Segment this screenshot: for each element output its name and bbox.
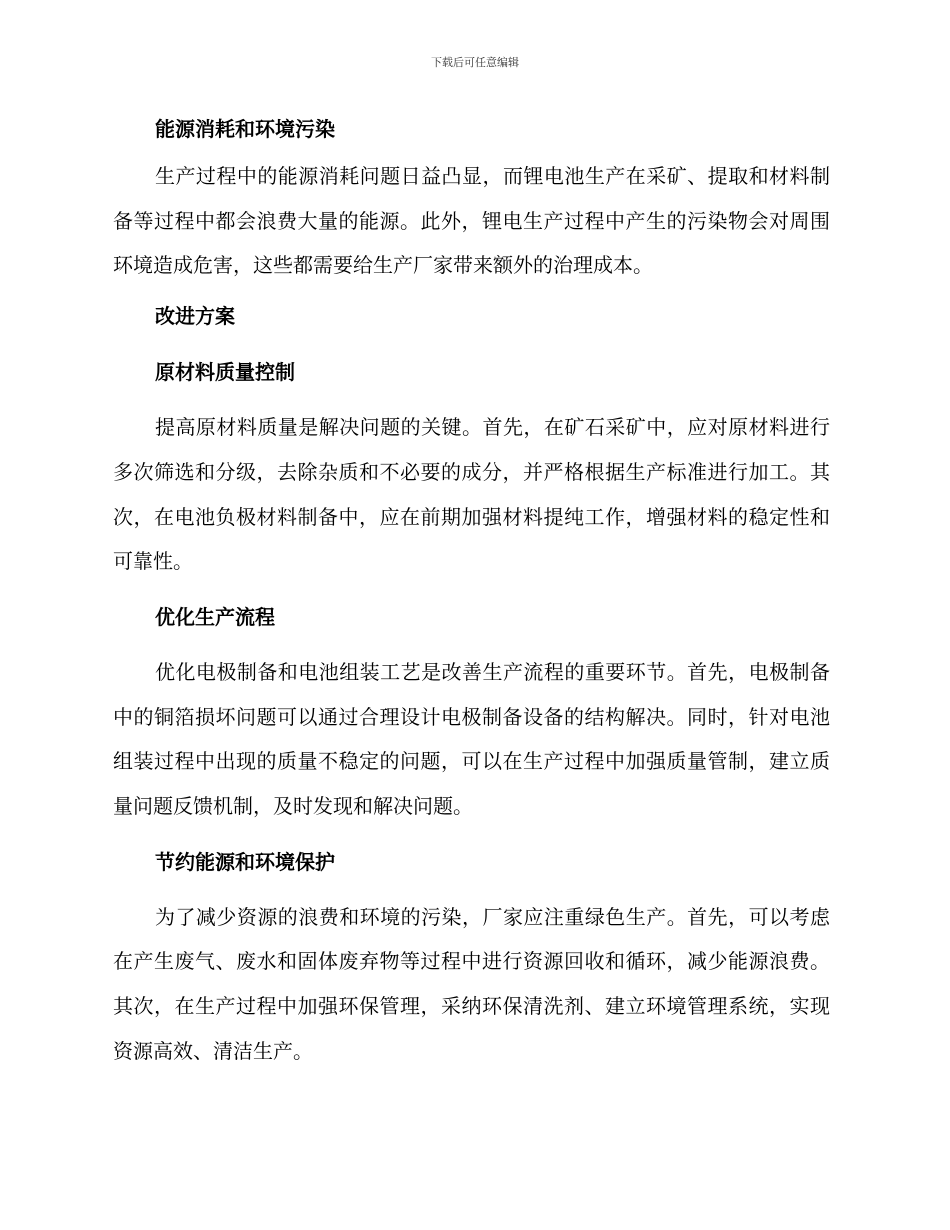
paragraph-raw-material-quality: 提高原材料质量是解决问题的关键。首先，在矿石采矿中，应对原材料进行多次筛选和分级，去除杂质和不必要的成分，并严格根据生产标准进行加工。其次，在电池负极材料制备中，应在前期加强材料提纯工作，增强材料的稳定性和可靠性。: [113, 415, 830, 574]
paragraph-energy-pollution: 生产过程中的能源消耗问题日益凸显，而锂电池生产在采矿、提取和材料制备等过程中都会浪费大量的能源。此外，锂电生产过程中产生的污染物会对周围环境造成危害，这些都需要给生产厂家带来额外的治理成本。: [113, 164, 830, 278]
section-heading-energy-pollution: 能源消耗和环境污染: [155, 117, 335, 141]
section-heading-improvement-plan: 改进方案: [155, 304, 235, 329]
paragraph-optimize-process: 优化电极制备和电池组装工艺是改善生产流程的重要环节。首先，电极制备中的铜箔损坏问题可以通过合理设计电极制备设备的结构解决。同时，针对电池组装过程中出现的质量不稳定的问题，可以在生产过程中加强质量管制，建立质量问题反馈机制，及时发现和解决问题。: [113, 659, 830, 819]
section-heading-optimize-process: 优化生产流程: [155, 604, 275, 629]
section-heading-energy-saving: 节约能源和环境保护: [155, 849, 335, 874]
document-body: [113, 112, 830, 1074]
paragraph-energy-saving: 为了减少资源的浪费和环境的污染，厂家应注重绿色生产。首先，可以考虑在产生废气、废水和固体废弃物等过程中进行资源回收和循环，减少能源浪费。其次，在生产过程中加强环保管理，采纳环保清洗剂、建立环境管理系统，实现资源高效、清洁生产。: [113, 904, 830, 1063]
page-header: 下载后可任意编辑: [431, 56, 519, 69]
section-heading-raw-material-quality: 原材料质量控制: [155, 360, 295, 385]
